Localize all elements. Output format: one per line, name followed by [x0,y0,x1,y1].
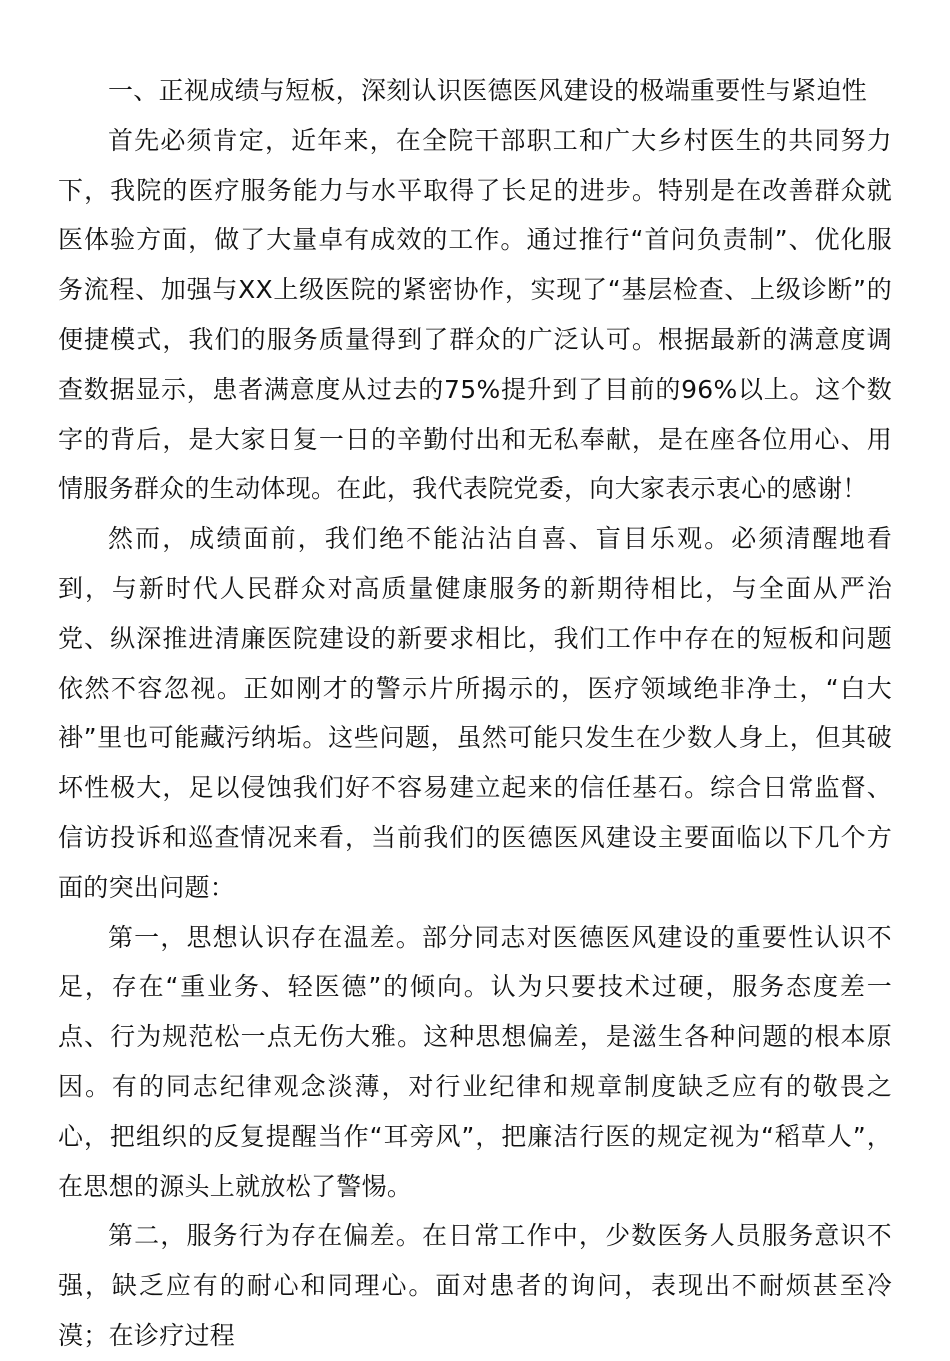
section-heading: 一、正视成绩与短板，深刻认识医德医风建设的极端重要性与紧迫性 [108,76,868,105]
paragraph-shortcomings: 然而，成绩面前，我们绝不能沾沾自喜、盲目乐观。必须清醒地看到，与新时代人民群众对高质量健康服务的新期待相比，与全面从严治党、纵深推进清廉医院建设的新要求相比，我们工作中存在的短板和问题依然不容忽视。正如刚才的警示片所揭示的，医疗领域绝非净土，“白大褂”里也可能藏污纳垢。这些问题，虽然可能只发生在少数人身上，但其破坏性极大，足以侵蚀我们好不容易建立起来的信任基石。综合日常监督、信访投诉和巡查情况来看，当前我们的医德医风建设主要面临以下几个方面的突出问题： [58,524,892,902]
paragraph-issue-one: 第一，思想认识存在温差。部分同志对医德医风建设的重要性认识不足，存在“重业务、轻医德”的倾向。认为只要技术过硬，服务态度差一点、行为规范松一点无伤大雅。这种思想偏差，是滋生各种问题的根本原因。有的同志纪律观念淡薄，对行业纪律和规章制度缺乏应有的敬畏之心，把组织的反复提醒当作“耳旁风”，把廉洁行医的规定视为“稻草人”，在思想的源头上就放松了警惕。 [58,922,892,1201]
document-page [58,66,892,1361]
paragraph-issue-two: 第二，服务行为存在偏差。在日常工作中，少数医务人员服务意识不强，缺乏应有的耐心和同理心。面对患者的询问，表现出不耐烦甚至冷漠；在诊疗过程 [58,1221,892,1350]
paragraph-achievements: 首先必须肯定，近年来，在全院干部职工和广大乡村医生的共同努力下，我院的医疗服务能力与水平取得了长足的进步。特别是在改善群众就医体验方面，做了大量卓有成效的工作。通过推行“首问负责制”、优化服务流程、加强与XX上级医院的紧密协作，实现了“基层检查、上级诊断”的便捷模式，我们的服务质量得到了群众的广泛认可。根据最新的满意度调查数据显示，患者满意度从过去的75%提升到了目前的96%以上。这个数字的背后，是大家日复一日的辛勤付出和无私奉献，是在座各位用心、用情服务群众的生动体现。在此，我代表院党委，向大家表示衷心的感谢！ [58,125,892,504]
